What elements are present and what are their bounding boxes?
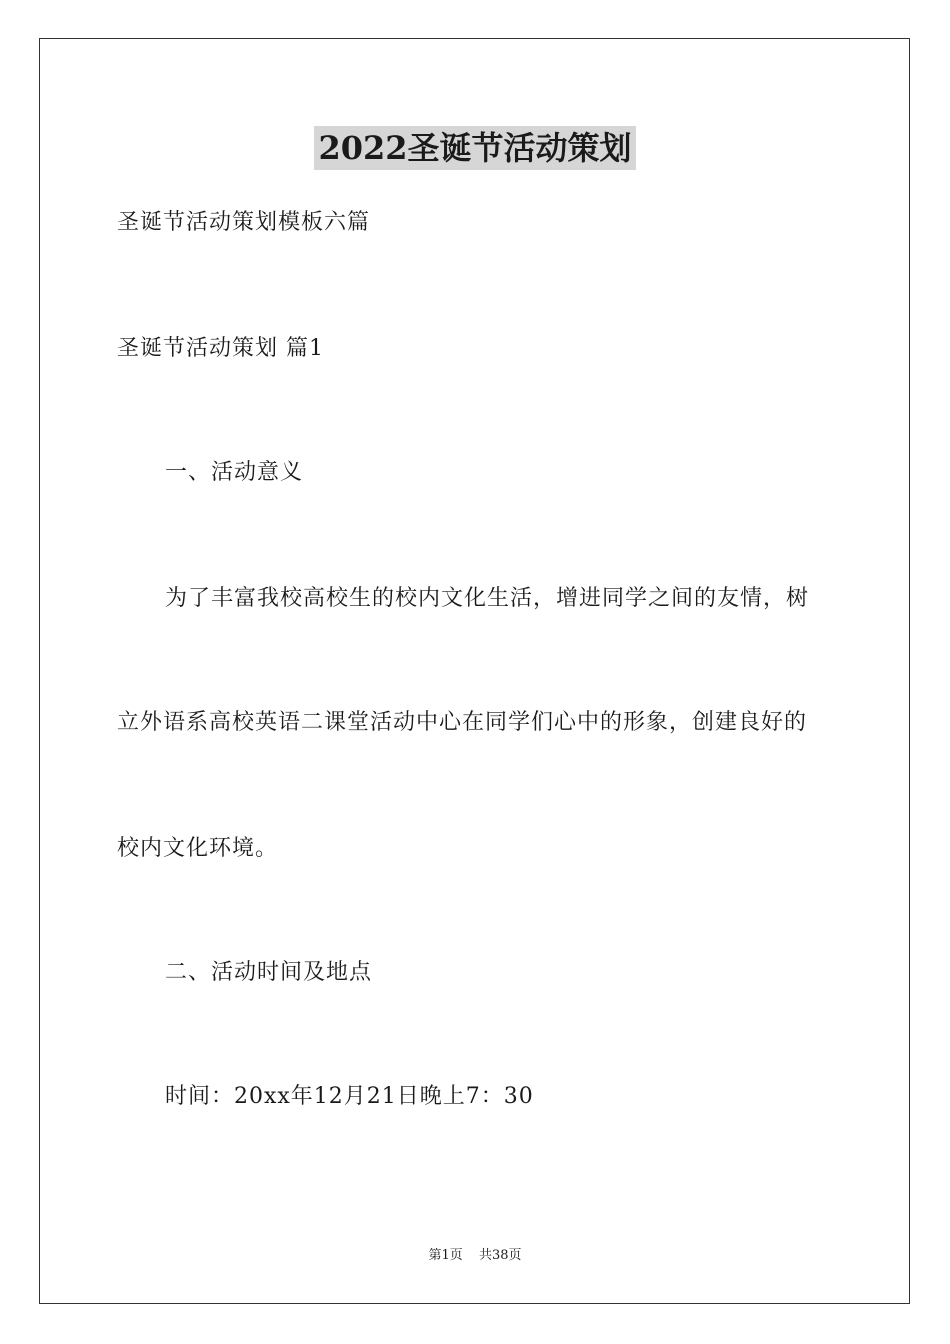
section-heading: 圣诞节活动策划 篇1: [117, 336, 324, 361]
page-number-current: 第1页: [428, 1248, 463, 1263]
time-line: 时间：20xx年12月21日晚上7：30: [165, 1084, 534, 1109]
heading-activity-meaning: 一、活动意义: [165, 460, 304, 485]
heading-time-location: 二、活动时间及地点: [165, 960, 373, 985]
page-footer: [0, 1247, 950, 1265]
body-paragraph-line-2: 立外语系高校英语二课堂活动中心在同学们心中的形象，创建良好的: [117, 710, 808, 735]
document-title: 2022圣诞节活动策划: [314, 126, 635, 170]
body-paragraph-line-1: 为了丰富我校高校生的校内文化生活，增进同学之间的友情，树: [165, 586, 810, 611]
document-subtitle: 圣诞节活动策划模板六篇: [117, 210, 371, 235]
document-title-wrap: [0, 126, 950, 176]
page-number-total: 共38页: [478, 1248, 522, 1263]
body-paragraph-line-3: 校内文化环境。: [117, 836, 279, 861]
